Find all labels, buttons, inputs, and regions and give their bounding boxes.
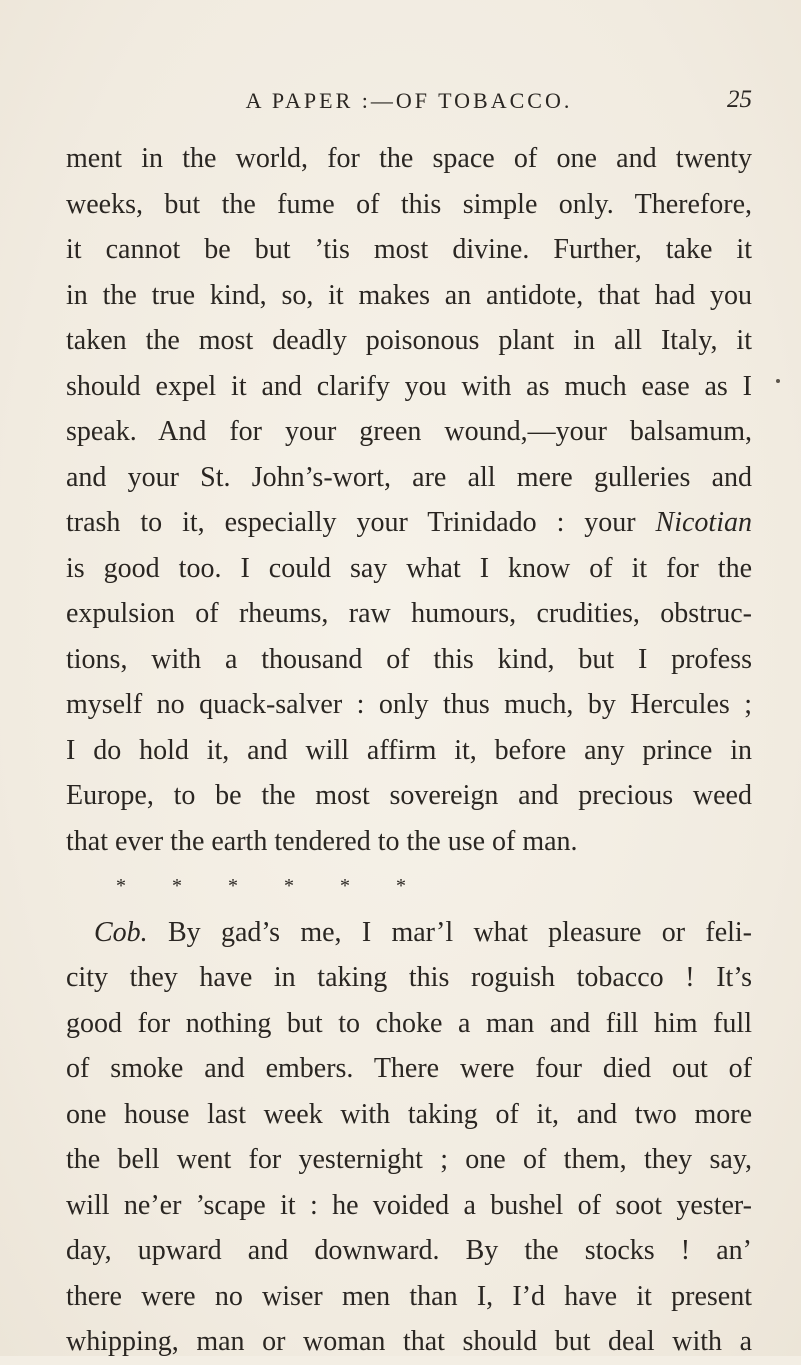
text-line: whipping, man or woman that should but deal with a [66, 1326, 752, 1357]
text-line: good for nothing but to choke a man and fill him full [66, 1007, 752, 1039]
text-segment: trash to it, especially your Trinidado : your [66, 507, 656, 538]
text-line: Europe, to be the most sovereign and precious weed [66, 780, 752, 811]
text-line: ment in the world, for the space of one and twenty [66, 143, 752, 174]
text-line: and your St. John’s-wort, are all mere gulleries and [66, 461, 752, 493]
separator-star: * [116, 875, 126, 897]
text-line: there were no wiser men than I, I’d have it present [66, 1280, 752, 1312]
paragraph-end-line: that ever the earth tendered to the use of man. [66, 825, 578, 857]
separator-star: * [340, 875, 350, 897]
text-line: is good too. I could say what I know of it for the [66, 552, 752, 584]
speaker-name: Cob. [94, 916, 148, 948]
text-line: should expel it and clarify you with as much ease as I [66, 370, 752, 402]
text-line: city they have in taking this roguish tobacco ! It’s [66, 962, 752, 993]
text-line: speak. And for your green wound,—your balsamum, [66, 416, 752, 447]
separator-star: * [172, 875, 182, 897]
text-line: myself no quack-salver : only thus much, by Hercules ; [66, 689, 752, 720]
text-line [66, 910, 752, 956]
body-text [66, 136, 752, 1365]
text-line: will ne’er ’scape it : he voided a bushel of soot yester- [66, 1189, 752, 1221]
text-line: I do hold it, and will affirm it, before any prince in [66, 734, 752, 766]
text-line: it cannot be but ’tis most divine. Further, take it [66, 234, 752, 265]
separator-star: * [284, 875, 294, 897]
page-number: 25 [727, 86, 752, 113]
text-line: the bell went for yesternight ; one of them, they say, [66, 1144, 752, 1175]
text-line: day, upward and downward. By the stocks ! an’ [66, 1235, 752, 1266]
text-line: in the true kind, so, it makes an antidote, that had you [66, 279, 752, 311]
text-segment: By gad’s me, I mar’l what pleasure or feli- [167, 916, 752, 948]
text-line: of smoke and embers. There were four died out of [66, 1053, 752, 1084]
separator-star: * [396, 875, 406, 897]
italic-word: Nicotian [655, 507, 752, 538]
running-head [66, 84, 752, 124]
text-line: tions, with a thousand of this kind, but I profess [66, 643, 752, 675]
text-line: one house last week with taking of it, and two more [66, 1098, 752, 1130]
text-line [66, 500, 752, 546]
separator-star: * [228, 875, 238, 897]
running-title: A PAPER :—OF TOBACCO. [245, 88, 573, 113]
text-line: expulsion of rheums, raw humours, crudities, obstruc- [66, 598, 752, 629]
text-line: taken the most deadly poisonous plant in all Italy, it [66, 325, 752, 356]
text-line: weeks, but the fume of this simple only. Therefore, [66, 188, 752, 220]
section-separator [66, 864, 752, 910]
margin-mark [776, 379, 780, 383]
